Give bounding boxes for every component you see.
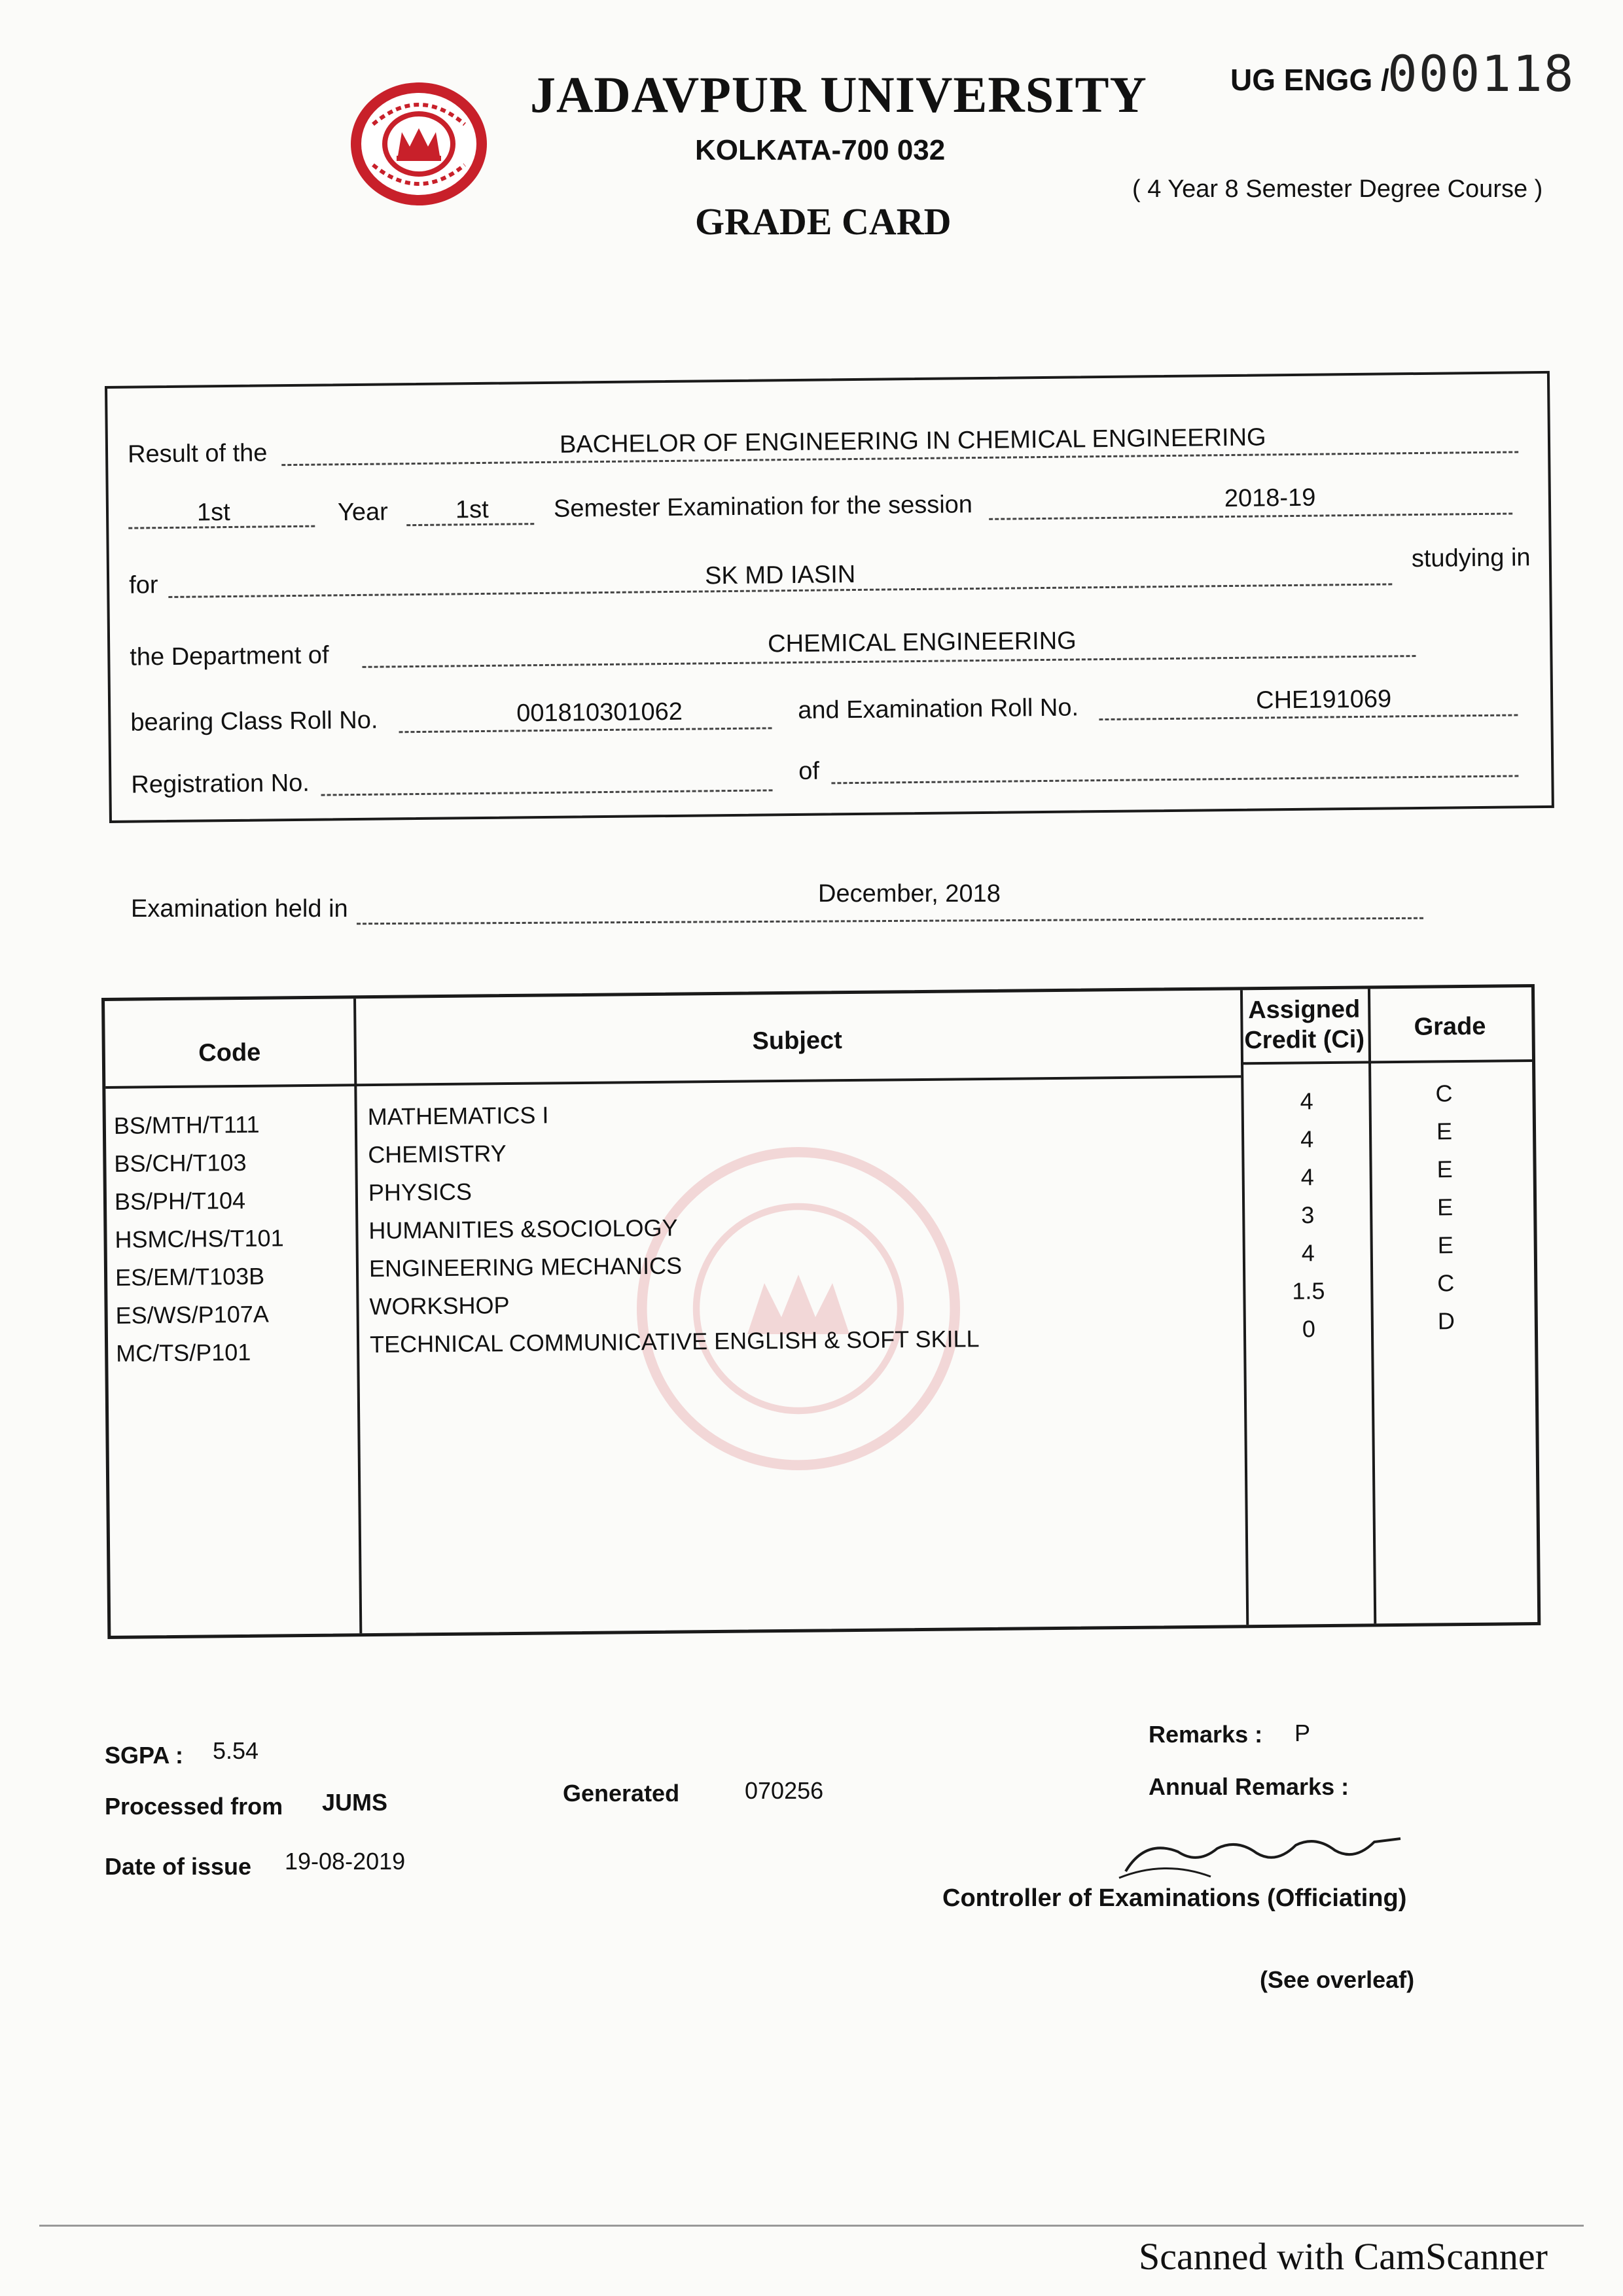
row-subject: PHYSICS [368, 1178, 473, 1207]
university-logo-icon [347, 79, 491, 209]
studying-in-label: studying in [1411, 544, 1531, 573]
semester-value: 1st [455, 495, 489, 524]
row-credit: 4 [1300, 1087, 1313, 1115]
see-overleaf: (See overleaf) [1260, 1966, 1415, 1993]
row-subject: WORKSHOP [369, 1292, 510, 1320]
degree-name: BACHELOR OF ENGINEERING IN CHEMICAL ENGINEERING [559, 423, 1266, 459]
year-label: Year [337, 498, 389, 527]
university-city: KOLKATA-700 032 [695, 134, 946, 166]
header-credit-line2: Credit (Ci) [1244, 1025, 1365, 1055]
course-note: ( 4 Year 8 Semester Degree Course ) [1132, 175, 1543, 203]
row-subject: TECHNICAL COMMUNICATIVE ENGLISH & SOFT SKILL [369, 1325, 980, 1358]
row-grade: C [1437, 1269, 1455, 1297]
processed-value: JUMS [322, 1789, 388, 1816]
department-name: CHEMICAL ENGINEERING [767, 627, 1077, 658]
row-grade: D [1437, 1307, 1455, 1335]
grade-table [101, 984, 1541, 1639]
of-label: of [798, 757, 820, 785]
class-roll-number: 001810301062 [516, 698, 683, 728]
remarks-label: Remarks : [1149, 1721, 1263, 1748]
header-grade: Grade [1414, 1012, 1486, 1041]
year-value: 1st [196, 499, 230, 527]
for-label: for [128, 571, 158, 599]
department-label: the Department of [130, 641, 329, 671]
row-subject: MATHEMATICS I [367, 1101, 549, 1131]
row-subject: HUMANITIES &SOCIOLOGY [368, 1214, 678, 1245]
controller-signature [1106, 1812, 1414, 1891]
scanner-watermark: Scanned with CamScanner [1139, 2235, 1548, 2278]
date-of-issue-label: Date of issue [105, 1853, 252, 1880]
annual-remarks-label: Annual Remarks : [1149, 1773, 1349, 1800]
sgpa-label: SGPA : [105, 1742, 184, 1769]
generated-label: Generated [563, 1780, 680, 1807]
row-code: BS/MTH/T111 [113, 1110, 260, 1139]
row-code: BS/CH/T103 [114, 1148, 247, 1177]
university-name: JADAVPUR UNIVERSITY [530, 66, 1147, 123]
ug-engg-label: UG ENGG / [1230, 63, 1389, 97]
header-credit-line1: Assigned [1248, 995, 1361, 1025]
registration-label: Registration No. [131, 769, 310, 799]
row-grade: E [1436, 1156, 1453, 1183]
row-grade: E [1436, 1118, 1453, 1145]
row-code: ES/WS/P107A [115, 1300, 269, 1329]
student-name: SK MD IASIN [704, 561, 856, 590]
exam-roll-number: CHE191069 [1255, 685, 1392, 715]
class-roll-label: bearing Class Roll No. [130, 706, 378, 737]
date-of-issue-value: 19-08-2019 [285, 1848, 406, 1875]
row-code: BS/PH/T104 [114, 1186, 246, 1215]
row-code: ES/EM/T103B [115, 1262, 265, 1291]
semester-label: Semester Examination for the session [553, 491, 973, 523]
processed-label: Processed from [105, 1793, 283, 1820]
row-credit: 4 [1301, 1239, 1315, 1267]
row-grade: C [1435, 1080, 1453, 1107]
generated-value: 070256 [745, 1777, 824, 1804]
row-credit: 1.5 [1292, 1277, 1325, 1305]
header-code: Code [198, 1038, 261, 1067]
row-credit: 3 [1301, 1201, 1315, 1229]
ug-engg-number: 000118 [1387, 44, 1575, 103]
row-grade: E [1437, 1231, 1454, 1259]
result-details-box [105, 371, 1554, 823]
page-bottom-rule [39, 2225, 1584, 2227]
row-credit: 4 [1300, 1163, 1314, 1191]
row-credit: 0 [1302, 1315, 1316, 1343]
row-grade: E [1436, 1193, 1454, 1221]
remarks-value: P [1294, 1720, 1311, 1746]
result-of-label: Result of the [127, 439, 268, 468]
exam-held-label: Examination held in [131, 895, 348, 923]
row-subject: ENGINEERING MECHANICS [368, 1252, 683, 1282]
controller-title: Controller of Examinations (Officiating) [942, 1884, 1407, 1912]
row-code: MC/TS/P101 [116, 1338, 251, 1367]
grade-card-title: GRADE CARD [695, 200, 952, 243]
session-value: 2018-19 [1224, 484, 1316, 513]
header-credit [1240, 994, 1368, 1055]
header-subject: Subject [752, 1027, 843, 1055]
sgpa-value: 5.54 [213, 1737, 259, 1764]
row-subject: CHEMISTRY [368, 1140, 507, 1169]
exam-roll-label: and Examination Roll No. [798, 694, 1079, 724]
row-code: HSMC/HS/T101 [115, 1224, 284, 1253]
row-credit: 4 [1300, 1125, 1314, 1153]
exam-held-value: December, 2018 [818, 880, 1001, 908]
